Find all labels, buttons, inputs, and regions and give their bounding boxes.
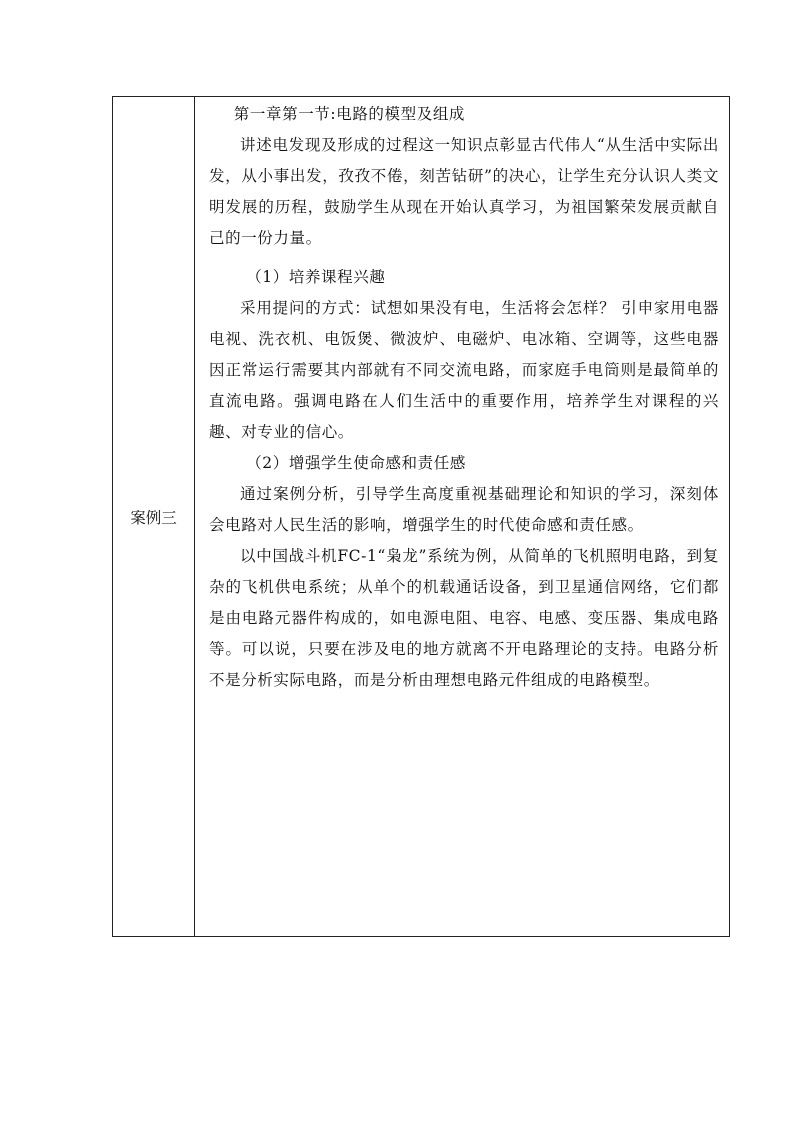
case-table [112,96,730,937]
subheading-course-interest: （1）培养课程兴趣 [246,268,386,286]
case-label-cell [113,97,195,936]
paragraph-course-interest: 采用提问的方式：试想如果没有电，生活将会怎样？ 引申家用电器电视、洗衣机、电饭煲、微波炉、电磁炉、电冰箱、空调等，这些电器因正常运行需要其内部就有不同交流电路，而家庭手电筒则是最简单的直流电路。强调电路在人们生活中的重要作用，培养学生对课程的兴趣、对专业的信心。 [209,299,719,441]
paragraph-fc1-example: 以中国战斗机FC-1“枭龙”系统为例，从简单的飞机照明电路，到复杂的飞机供电系统；从单个的机载通话设备，到卫星通信网络，它们都是由电路元器件构成的，如电源电阻、电容、电感、变压器、集成电路等。可以说，只要在涉及电的地方就离不开电路理论的支持。电路分析不是分析实际电路，而是分析由理想电路元件组成的电路模型。 [209,547,719,689]
case-content-cell [195,97,729,936]
paragraph-intro: 讲述电发现及形成的过程这一知识点彰显古代伟人“从生活中实际出发，从小事出发，孜孜不倦，刻苦钻研”的决心，让学生充分认识人类文明发展的历程，鼓励学生从现在开始认真学习，为祖国繁荣发展贡献自己的一份力量。 [209,136,719,247]
subheading-mission: （2）增强学生使命感和责任感 [246,454,466,472]
paragraph-mission: 通过案例分析，引导学生高度重视基础理论和知识的学习，深刻体会电路对人民生活的影响，增强学生的时代使命感和责任感。 [209,485,719,534]
case-label: 案例三 [130,508,177,527]
section-title: 第一章第一节:电路的模型及组成 [233,105,466,123]
